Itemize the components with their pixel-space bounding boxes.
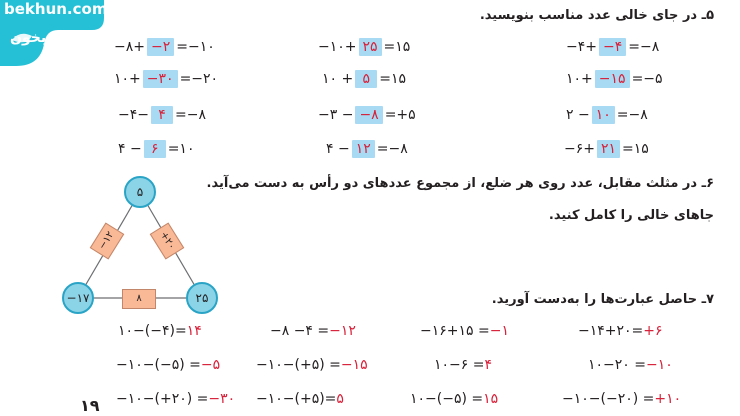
- answer-box[interactable]: ۲۱: [597, 140, 620, 158]
- answer-text: −۱: [489, 323, 509, 339]
- answer-box[interactable]: −۲: [147, 38, 174, 56]
- q7-item: ۱۰−(−۴)=۱۴: [118, 323, 202, 339]
- q7-title: ۷ـ حاصل عبارت‌ها را به‌دست آورید.: [491, 292, 714, 307]
- vertex-left: −۱۷: [62, 282, 94, 314]
- q5-item: ۱۰ + ۵ =۱۵: [322, 71, 407, 87]
- q7-item: −۱۰−(+۵) =−۱۵: [256, 357, 368, 373]
- answer-box[interactable]: ۱۲: [352, 140, 375, 158]
- logo-glyph: بخون: [10, 30, 47, 46]
- q5-title: ۵ـ در جای خالی عدد مناسب بنویسید.: [479, 8, 714, 23]
- answer-text: −۱۵: [340, 357, 368, 373]
- edge-right-box[interactable]: +۲۰: [150, 222, 185, 259]
- vertex-right: ۲۵: [186, 282, 218, 314]
- answer-text: ۵: [336, 391, 344, 407]
- q7-item: ۱۰−۲۰ =−۱۰: [588, 357, 673, 373]
- q7-item: −۱۶+۱۵ =−۱: [420, 323, 509, 339]
- site-name[interactable]: bekhun.com: [4, 0, 108, 18]
- q7-item: −۱۰−(+۲۰) =−۳۰: [116, 391, 236, 407]
- answer-box[interactable]: ۴: [151, 106, 173, 124]
- q5-item: −۳ − −۸ =+۵: [318, 107, 416, 123]
- q5-item: ۱۰+ −۳۰ =−۲۰: [114, 71, 219, 87]
- q5-item: ۲ − ۱۰ =−۸: [566, 107, 648, 123]
- q7-item: ۱۰−(−۵) =۱۵: [410, 391, 499, 407]
- answer-box[interactable]: −۱۵: [595, 70, 630, 88]
- q7-item: −۱۰−(−۵) =−۵: [116, 357, 221, 373]
- q5-item: −۴+ −۴ =−۸: [566, 39, 660, 55]
- answer-text: ۱۴: [186, 323, 202, 339]
- answer-text: −۱۲: [329, 323, 356, 339]
- answer-text: +۶: [643, 323, 663, 339]
- answer-box[interactable]: ۶: [144, 140, 166, 158]
- q5-item: ۴ − ۶ =۱۰: [118, 141, 195, 157]
- q6-line2: جاهای خالی را کامل کنید.: [548, 208, 714, 223]
- answer-text: −۳۰: [208, 391, 236, 407]
- answer-text: ۴: [484, 357, 493, 373]
- answer-box[interactable]: −۴: [599, 38, 626, 56]
- q7-item: −۱۰−(−۲۰) =+۱۰: [562, 391, 682, 407]
- q7-item: −۱۰−(+۵)=۵: [256, 391, 344, 407]
- q7-item: −۸ −۴ =−۱۲: [270, 323, 356, 339]
- answer-box[interactable]: ۵: [355, 70, 377, 88]
- q6-line1: ۶ـ در مثلث مقابل، عدد روی هر ضلع، از مجموع عددهای دو رأس به دست می‌آید.: [206, 176, 714, 191]
- page-number: ۱۹: [80, 396, 100, 415]
- answer-text: ۱۵: [483, 391, 499, 407]
- answer-box[interactable]: ۱۰: [592, 106, 615, 124]
- answer-text: −۱۰: [646, 357, 673, 373]
- site-logo: [0, 0, 108, 66]
- edge-bottom-box[interactable]: ۸: [122, 289, 156, 309]
- q7-item: −۱۴+۲۰=+۶: [578, 323, 663, 339]
- q5-item: −۶+ ۲۱ =۱۵: [564, 141, 649, 157]
- q5-item: −۴− ۴ =−۸: [118, 107, 206, 123]
- edge-left-box[interactable]: −۱۲: [90, 222, 125, 259]
- q5-item: −۱۰+ ۲۵ =۱۵: [318, 39, 411, 55]
- q7-item: ۱۰−۶ =۴: [434, 357, 493, 373]
- answer-box[interactable]: −۸: [355, 106, 382, 124]
- answer-box[interactable]: ۲۵: [359, 38, 382, 56]
- answer-text: −۵: [200, 357, 221, 373]
- answer-box[interactable]: −۳۰: [143, 70, 178, 88]
- q5-item: ۱۰+ −۱۵ =−۵: [566, 71, 663, 87]
- answer-text: +۱۰: [654, 391, 682, 407]
- vertex-top: ۵: [124, 176, 156, 208]
- q5-item: ۴ − ۱۲ =−۸: [326, 141, 408, 157]
- q5-item: −۸+ −۲ =−۱۰: [114, 39, 215, 55]
